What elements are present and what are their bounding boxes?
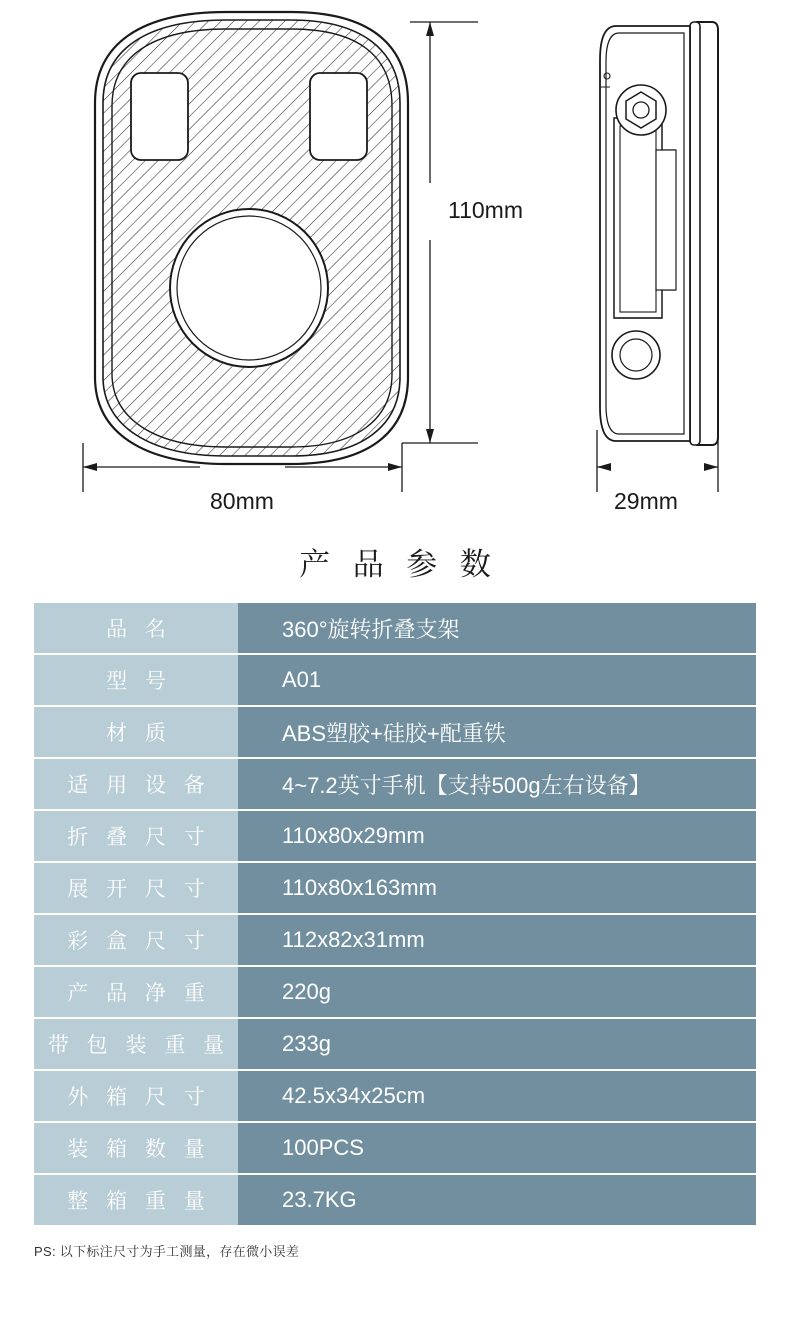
spec-value: 112x82x31mm xyxy=(238,915,756,965)
spec-key: 型 号 xyxy=(34,655,238,705)
spec-key: 彩 盒 尺 寸 xyxy=(34,915,238,965)
table-row xyxy=(34,1123,756,1173)
spec-key: 外 箱 尺 寸 xyxy=(34,1071,238,1121)
left-grip-pad xyxy=(131,73,188,160)
spec-key: 产 品 净 重 xyxy=(34,967,238,1017)
depth-dimension-label: 29mm xyxy=(614,488,678,514)
spec-value: ABS塑胶+硅胶+配重铁 xyxy=(238,707,756,757)
spec-key: 品 名 xyxy=(34,603,238,653)
table-row xyxy=(34,811,756,861)
side-view-group xyxy=(600,22,718,445)
spec-key: 折 叠 尺 寸 xyxy=(34,811,238,861)
product-dimension-drawing xyxy=(0,0,790,535)
table-row xyxy=(34,707,756,757)
spec-value: 100PCS xyxy=(238,1123,756,1173)
table-row xyxy=(34,759,756,809)
spec-value: 110x80x163mm xyxy=(238,863,756,913)
technical-drawing-area xyxy=(0,0,790,535)
spec-value: 4~7.2英寸手机【支持500g左右设备】 xyxy=(238,759,756,809)
width-dimension-label: 80mm xyxy=(210,488,274,514)
spec-key: 整 箱 重 量 xyxy=(34,1175,238,1225)
spec-table-body xyxy=(34,603,756,1225)
front-view-group xyxy=(95,12,408,464)
spec-key: 材 质 xyxy=(34,707,238,757)
spec-key: 适 用 设 备 xyxy=(34,759,238,809)
table-row xyxy=(34,1175,756,1225)
spec-value: 110x80x29mm xyxy=(238,811,756,861)
spec-key: 装 箱 数 量 xyxy=(34,1123,238,1173)
table-row xyxy=(34,915,756,965)
table-row xyxy=(34,603,756,653)
table-row xyxy=(34,1019,756,1069)
table-row xyxy=(34,863,756,913)
spec-value: 233g xyxy=(238,1019,756,1069)
spec-value: 42.5x34x25cm xyxy=(238,1071,756,1121)
product-spec-table xyxy=(34,601,756,1227)
table-row xyxy=(34,967,756,1017)
table-row xyxy=(34,1071,756,1121)
spec-value: 23.7KG xyxy=(238,1175,756,1225)
product-parameters-title: 产 品 参 数 xyxy=(299,547,498,582)
spec-value: 360°旋转折叠支架 xyxy=(238,603,756,653)
height-dimension-label: 110mm xyxy=(448,197,523,223)
right-grip-pad xyxy=(310,73,367,160)
spec-value: A01 xyxy=(238,655,756,705)
height-dimension-line xyxy=(402,22,478,443)
measurement-footnote: PS: 以下标注尺寸为手工测量，存在微小误差 xyxy=(34,1244,300,1259)
spec-value: 220g xyxy=(238,967,756,1017)
spec-key: 带 包 装 重 量 xyxy=(34,1019,238,1069)
spec-key: 展 开 尺 寸 xyxy=(34,863,238,913)
table-row xyxy=(34,655,756,705)
